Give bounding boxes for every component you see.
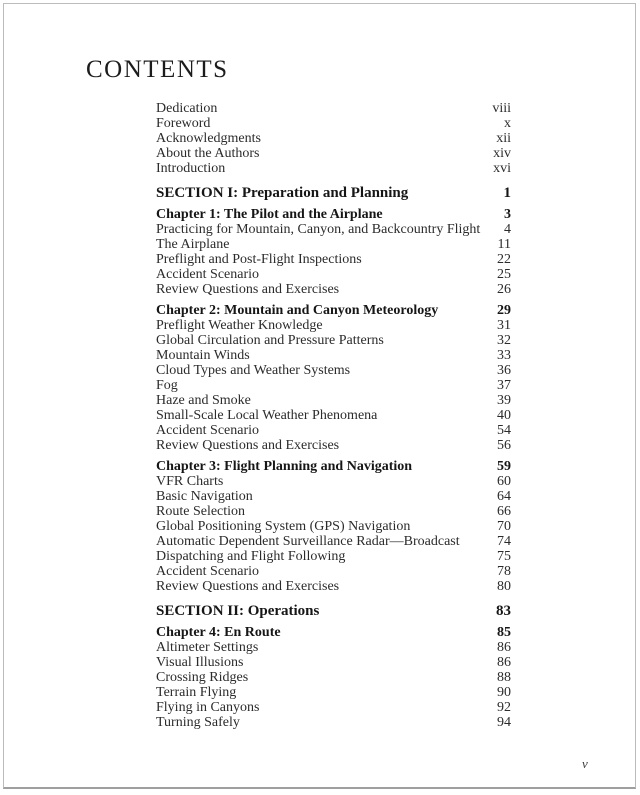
front-matter-entry-page: xvi (493, 161, 511, 176)
toc-entry-label: Altimeter Settings (156, 640, 259, 655)
toc-entry-page: 40 (497, 408, 511, 423)
toc-entry-page: 26 (497, 282, 511, 297)
toc-entry-label: Automatic Dependent Surveillance Radar—Broadcast (156, 534, 460, 549)
chapter-group (156, 303, 511, 453)
front-matter-entry-label: Dedication (156, 101, 218, 116)
toc-entry (156, 282, 511, 297)
toc-entry-page: 11 (497, 237, 511, 252)
front-matter-entry-page: xiv (493, 146, 511, 161)
section-heading-page: 83 (496, 603, 511, 619)
toc-entry-label: Flying in Canyons (156, 700, 260, 715)
toc-entry-page: 37 (497, 378, 511, 393)
chapter-heading-page: 85 (497, 625, 511, 640)
front-matter-entry (156, 146, 511, 161)
toc-entry (156, 670, 511, 685)
chapter-heading-page: 29 (497, 303, 511, 318)
toc-entry (156, 423, 511, 438)
toc-entry-label: Global Circulation and Pressure Patterns (156, 333, 384, 348)
toc-entry-label: Mountain Winds (156, 348, 250, 363)
section-heading-label: SECTION I: Preparation and Planning (156, 185, 409, 201)
front-matter-entry (156, 101, 511, 116)
front-matter-entry-page: xii (496, 131, 511, 146)
toc-entry-page: 54 (497, 423, 511, 438)
front-matter-entry-label: Introduction (156, 161, 226, 176)
book-page (3, 3, 636, 789)
toc-entry-page: 25 (497, 267, 511, 282)
page-title: CONTENTS (86, 56, 229, 83)
toc-entry-label: Small-Scale Local Weather Phenomena (156, 408, 378, 423)
toc-entry (156, 579, 511, 594)
toc-entry-page: 56 (497, 438, 511, 453)
toc-entry-page: 36 (497, 363, 511, 378)
folio-page-number: v (582, 756, 588, 771)
toc-entry (156, 252, 511, 267)
section-heading (156, 185, 511, 201)
toc-entry (156, 237, 511, 252)
toc-entry (156, 700, 511, 715)
chapter-heading-page: 59 (497, 459, 511, 474)
toc-entry (156, 640, 511, 655)
front-matter-entry (156, 131, 511, 146)
front-matter-entry (156, 116, 511, 131)
toc-entry-label: Review Questions and Exercises (156, 438, 340, 453)
toc-entry-page: 4 (504, 222, 511, 237)
toc-entry (156, 655, 511, 670)
front-matter-entry-label: Foreword (156, 116, 211, 131)
toc-entry (156, 378, 511, 393)
toc-entry (156, 348, 511, 363)
chapter-heading-label: Chapter 4: En Route (156, 625, 281, 640)
toc-entry-page: 31 (497, 318, 511, 333)
toc-entry-label: Cloud Types and Weather Systems (156, 363, 351, 378)
toc-section (156, 185, 511, 594)
toc-entry-label: VFR Charts (156, 474, 224, 489)
toc-entry-label: Basic Navigation (156, 489, 253, 504)
chapter-heading (156, 459, 511, 474)
front-matter-entry-label: About the Authors (156, 146, 260, 161)
section-heading (156, 603, 511, 619)
toc-entry-page: 94 (497, 715, 511, 730)
chapter-heading (156, 207, 511, 222)
toc-entry (156, 519, 511, 534)
toc-entry-label: Fog (156, 378, 178, 393)
toc-entry (156, 474, 511, 489)
toc-entry (156, 489, 511, 504)
toc-entry-label: Visual Illusions (156, 655, 244, 670)
toc-entry-label: Accident Scenario (156, 564, 260, 579)
toc-entry-label: The Airplane (156, 237, 230, 252)
toc-entry (156, 549, 511, 564)
toc-entry (156, 534, 511, 549)
chapter-group (156, 625, 511, 730)
toc-entry-page: 33 (497, 348, 511, 363)
toc-entry-page: 92 (497, 700, 511, 715)
toc-entry-label: Terrain Flying (156, 685, 237, 700)
toc-entry-page: 80 (497, 579, 511, 594)
toc-entry-label: Route Selection (156, 504, 246, 519)
front-matter-list (156, 101, 511, 176)
toc-entry (156, 408, 511, 423)
chapter-heading (156, 625, 511, 640)
toc-entry-label: Review Questions and Exercises (156, 282, 340, 297)
toc-entry-label: Global Positioning System (GPS) Navigation (156, 519, 411, 534)
toc-entry-page: 70 (497, 519, 511, 534)
toc-entry (156, 393, 511, 408)
toc-entry-label: Dispatching and Flight Following (156, 549, 346, 564)
toc-entry-label: Crossing Ridges (156, 670, 249, 685)
toc-entry-page: 32 (497, 333, 511, 348)
chapter-heading-label: Chapter 2: Mountain and Canyon Meteorology (156, 303, 439, 318)
toc-entry (156, 363, 511, 378)
toc-entry-page: 88 (497, 670, 511, 685)
section-heading-page: 1 (503, 185, 511, 201)
toc-entry-page: 22 (497, 252, 511, 267)
toc-entry-label: Preflight and Post-Flight Inspections (156, 252, 362, 267)
toc-entry (156, 564, 511, 579)
chapter-heading-label: Chapter 1: The Pilot and the Airplane (156, 207, 383, 222)
toc-section (156, 603, 511, 730)
toc-entry (156, 333, 511, 348)
toc-entry (156, 222, 511, 237)
front-matter-entry-page: viii (492, 101, 511, 116)
toc-entry (156, 504, 511, 519)
toc-entry-label: Practicing for Mountain, Canyon, and Backcountry Flight (156, 222, 481, 237)
toc-entry (156, 715, 511, 730)
chapter-group (156, 459, 511, 594)
toc-entry (156, 267, 511, 282)
toc-entry-page: 60 (497, 474, 511, 489)
toc-entry (156, 685, 511, 700)
chapter-group (156, 207, 511, 297)
toc-entry-page: 39 (497, 393, 511, 408)
section-heading-label: SECTION II: Operations (156, 603, 320, 619)
chapter-heading-page: 3 (504, 207, 511, 222)
toc-entry-page: 64 (497, 489, 511, 504)
toc-entry-page: 74 (497, 534, 511, 549)
toc-list (156, 101, 511, 730)
toc-entry-page: 86 (497, 655, 511, 670)
toc-entry (156, 438, 511, 453)
toc-entry-page: 75 (497, 549, 511, 564)
toc-entry-label: Preflight Weather Knowledge (156, 318, 323, 333)
chapter-heading (156, 303, 511, 318)
toc-entry-label: Turning Safely (156, 715, 240, 730)
front-matter-entry-page: x (504, 116, 511, 131)
toc-entry-label: Haze and Smoke (156, 393, 251, 408)
toc-entry-label: Review Questions and Exercises (156, 579, 340, 594)
toc-entry (156, 318, 511, 333)
toc-entry-page: 78 (497, 564, 511, 579)
toc-entry-label: Accident Scenario (156, 267, 260, 282)
toc-entry-page: 86 (497, 640, 511, 655)
chapter-heading-label: Chapter 3: Flight Planning and Navigation (156, 459, 413, 474)
toc-entry-label: Accident Scenario (156, 423, 260, 438)
front-matter-entry (156, 161, 511, 176)
toc-entry-page: 66 (497, 504, 511, 519)
toc-entry-page: 90 (497, 685, 511, 700)
front-matter-entry-label: Acknowledgments (156, 131, 261, 146)
